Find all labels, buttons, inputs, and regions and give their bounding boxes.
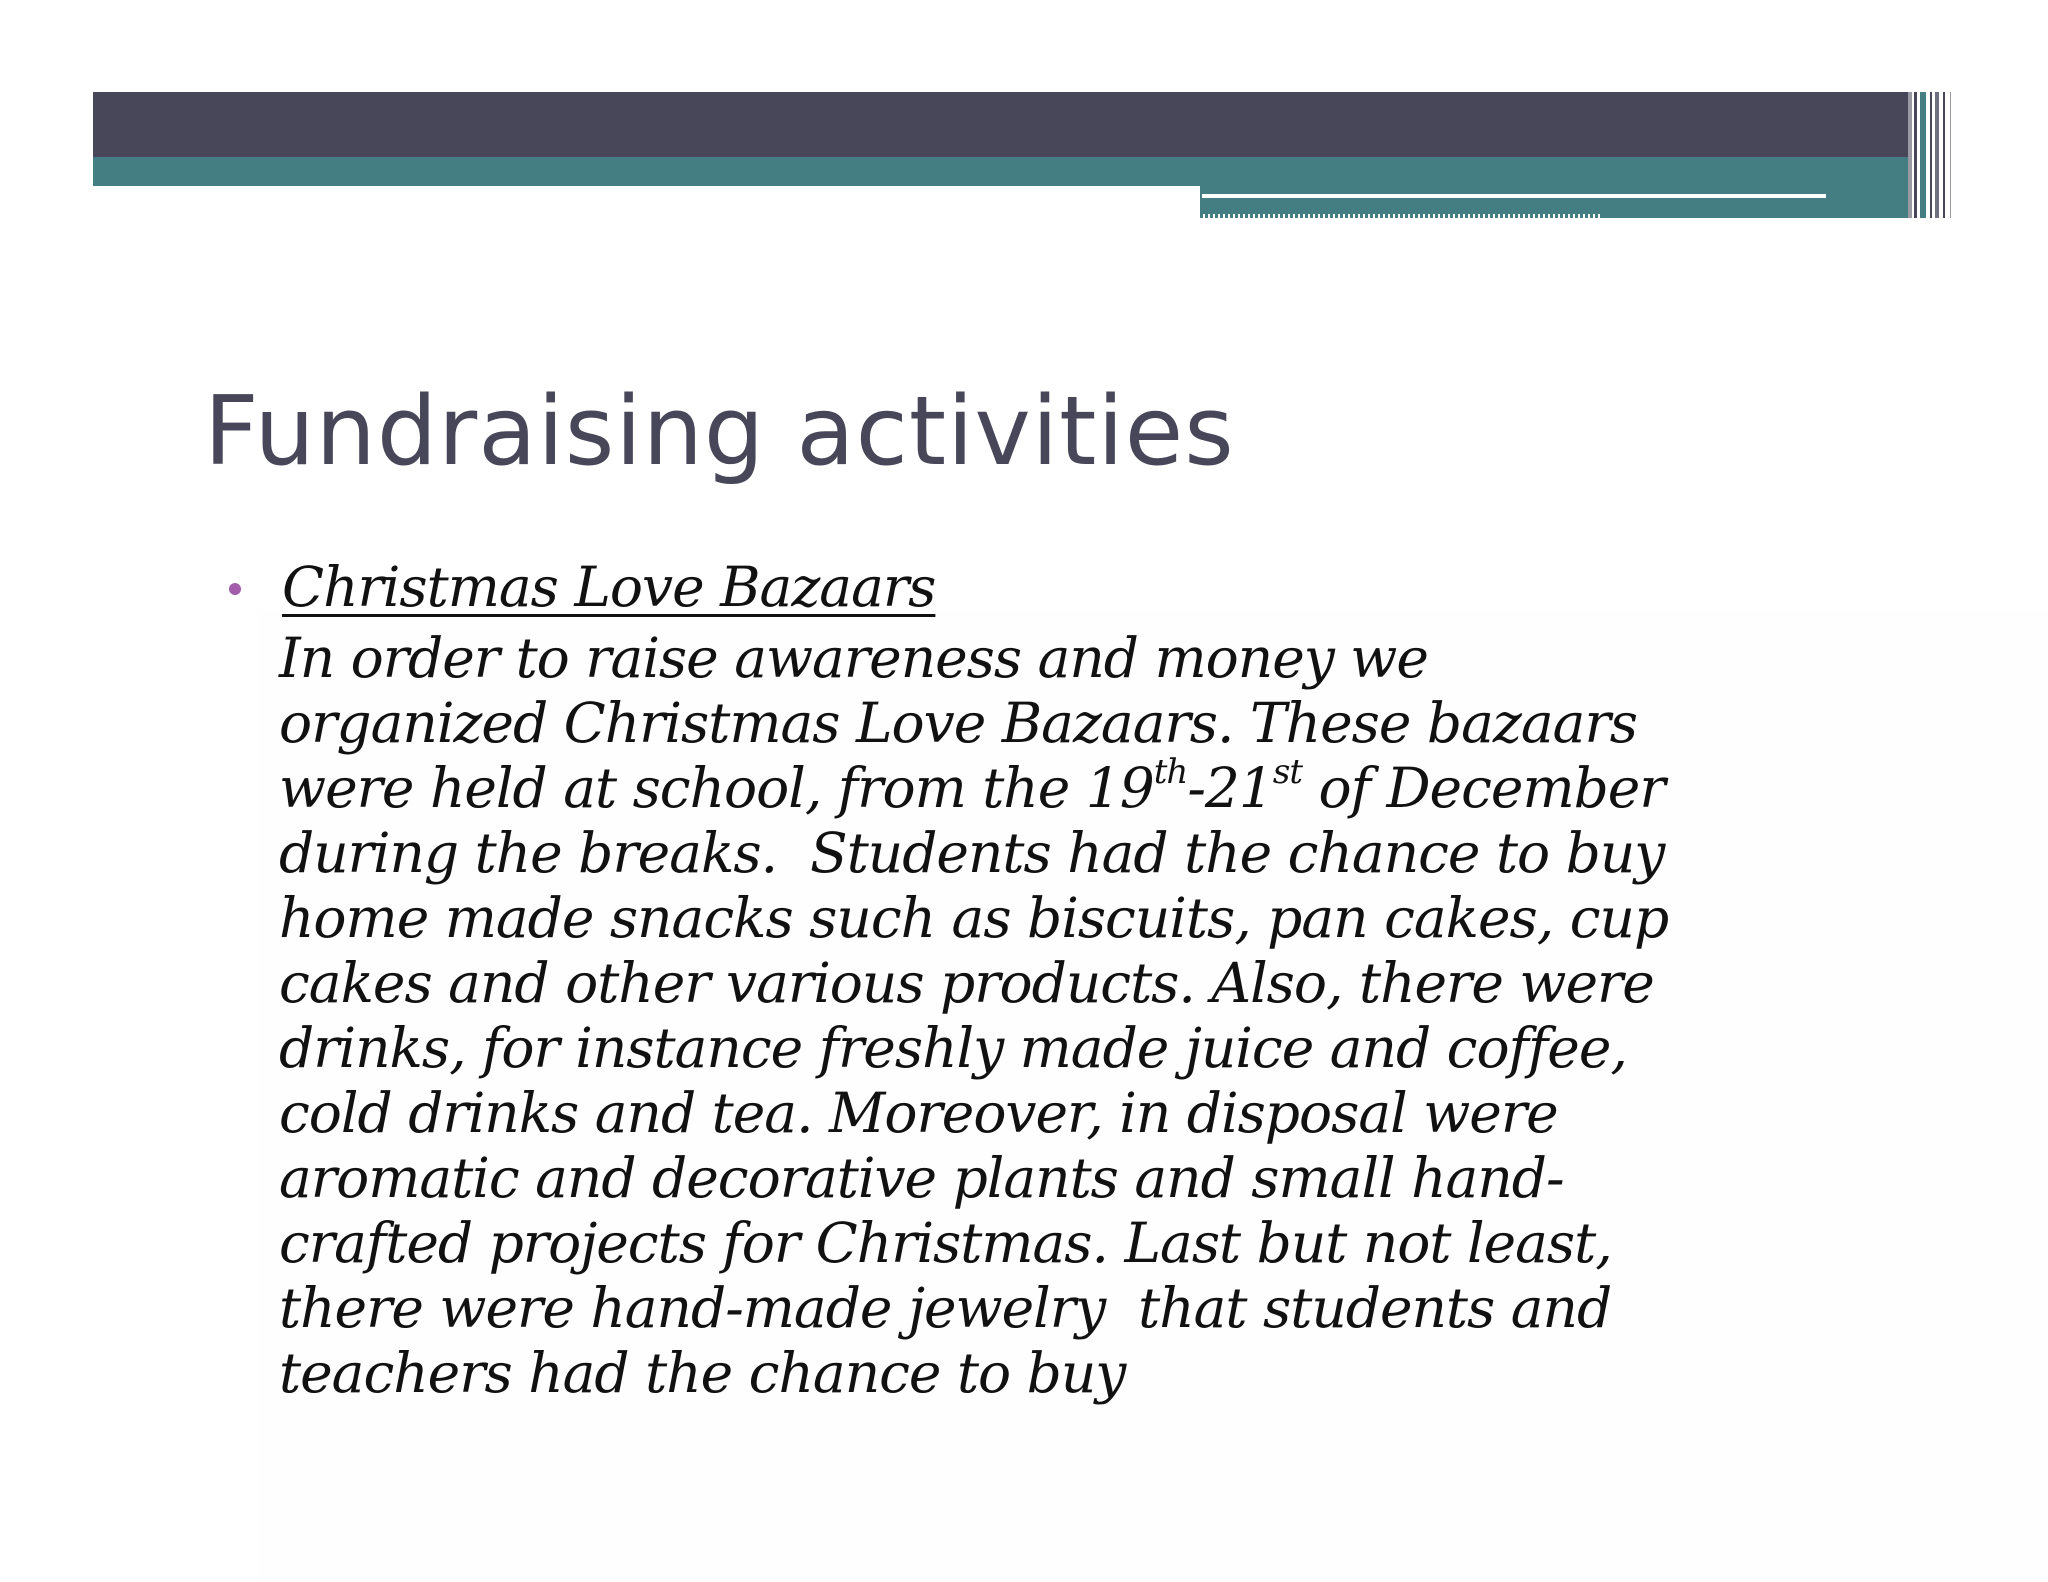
header-dotted-line [1200,214,1603,218]
body-line-dates [279,752,1668,821]
header-edge-stripe [1914,92,1917,218]
body-line: drinks, for instance freshly made juice and coffee, [279,1016,1627,1080]
bullet-body [279,626,1668,1406]
body-line-text: -21 [1187,756,1273,820]
body-line: during the breaks. Students had the chance to buy [279,821,1665,885]
header-teal-band [93,157,1908,186]
body-line: crafted projects for Christmas. Last but not least, [279,1211,1612,1275]
header-edge-stripe [1950,92,1951,218]
body-line: cold drinks and tea. Moreover, in disposal were [279,1081,1558,1145]
header-edge-stripe [1920,92,1926,218]
body-line: aromatic and decorative plants and small hand- [279,1146,1564,1210]
body-line: organized Christmas Love Bazaars. These bazaars [279,691,1637,755]
header-dark-band [93,92,1908,157]
bullet-heading: Christmas Love Bazaars [282,555,936,619]
body-line-text: were held at school, from the 19 [279,756,1154,820]
header-edge-stripe [1935,92,1939,218]
body-line: teachers had the chance to buy [279,1341,1126,1405]
body-line: there were hand-made jewelry that students and [279,1276,1612,1340]
header-accent-line [1202,194,1826,198]
slide-title: Fundraising activities [204,377,1235,487]
header-edge-stripe [1908,92,1912,218]
ordinal-suffix: th [1153,752,1188,792]
header-edge-stripe [1943,92,1945,218]
body-line: home made snacks such as biscuits, pan cakes, cup [279,886,1669,950]
header-edge-stripe [1930,92,1932,218]
body-line: In order to raise awareness and money we [279,626,1428,690]
bullet-dot [229,583,241,595]
body-line-text: of December [1302,756,1665,820]
body-line: cakes and other various products. Also, there were [279,951,1654,1015]
ordinal-suffix: st [1272,752,1303,792]
